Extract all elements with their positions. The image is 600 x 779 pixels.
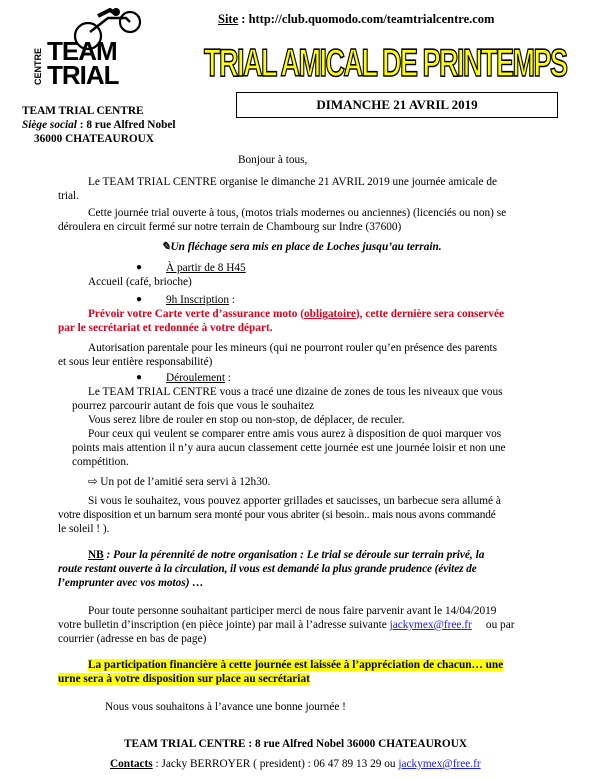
insurance-line-2: par le secrétariat et redonnée à votre départ. (58, 322, 273, 334)
nb-line-1: NB : Pour la pérennité de notre organisation : Le trial se déroule sur terrain privé, la (88, 549, 485, 561)
nb-label: NB (88, 549, 104, 561)
org-seat-value: : 8 rue Alfred Nobel (76, 119, 176, 131)
logo-line2: TRIAL (47, 60, 119, 90)
parental-line-1: Autorisation parentale pour les mineurs (qui ne pourront rouler qu’en présence des parents (88, 342, 498, 354)
site-url[interactable]: http://club.quomodo.com/teamtrialcentre.com (248, 12, 495, 26)
inscription-line: 9h Inscription : (166, 294, 236, 306)
bullet-icon: ● (136, 372, 143, 383)
participation-line-2: urne sera à votre disposition sur place au secrétariat (58, 673, 310, 685)
pencil-icon: ✎ (161, 241, 171, 253)
footer-address: TEAM TRIAL CENTRE : 8 rue Alfred Nobel 36000 CHATEAUROUX (124, 738, 468, 750)
grill-line-1: Si vous le souhaitez, vous pouvez apporter grillades et saucisses, un barbecue sera allumé à (88, 495, 501, 507)
closing-line: Nous vous souhaitons à l’avance une bonne journée ! (105, 701, 346, 713)
insurance-line-1: Prévoir votre Carte verte d’assurance moto (obligatoire), cette dernière sera conservée (88, 308, 505, 320)
signage-line (161, 240, 442, 254)
pot-line: ⇨ Un pot de l’amitié sera servi à 12h30. (88, 476, 271, 488)
arrow-right-icon: ⇨ (88, 476, 98, 488)
course-line-4: Pour ceux qui veulent se comparer entre amis vous aurez à disposition de quoi marquer vos (88, 428, 502, 440)
intro-line-1: Le TEAM TRIAL CENTRE organise le dimanche 21 AVRIL 2019 une journée amicale de (88, 176, 497, 188)
greeting: Bonjour à tous, (238, 154, 308, 166)
inscription-heading: 9h Inscription (166, 294, 230, 306)
site-line: Site : http://club.quomodo.com/teamtrialcentre.com (218, 12, 495, 26)
grill-line-3: le soleil ! ). (58, 523, 110, 535)
logo-line1: TEAM (47, 36, 117, 66)
org-city: 36000 CHATEAUROUX (34, 133, 154, 145)
deroulement-line: Déroulement : (166, 372, 231, 384)
footer-contacts: Contacts : Jacky BERROYER ( president) : 06 47 89 13 29 ou jackymex@free.fr (110, 758, 481, 770)
course-line-3: Vous serez libre de rouler en stop ou non-stop, de déplacer, de reculer. (88, 414, 405, 426)
grill-line-2: votre disposition et un barnum sera monté pour vous abriter (si besoin.. mais nous avons commandé (58, 509, 496, 521)
event-date: DIMANCHE 21 AVRIL 2019 (316, 97, 478, 112)
course-line-5: points mais attention il n’y aura aucun classement cette journée est une journée loisir et non une (72, 442, 506, 454)
course-line-6: compétition. (72, 456, 129, 468)
event-title: TRIAL AMICAL DE PRINTEMPS (204, 41, 567, 85)
mandatory-text: obligatoire (304, 308, 356, 320)
date-box (236, 92, 558, 118)
bullet-icon: ● (136, 294, 143, 305)
logo-vertical-text: CENTRE (33, 48, 43, 86)
org-seat (22, 118, 176, 132)
course-line-2: pourrez parcourir autant de fois que vous le souhaitez (72, 400, 315, 412)
org-seat-label: Siège social (22, 119, 77, 131)
bullet-icon: ● (136, 262, 143, 273)
signage-text: Un fléchage sera mis en place de Loches jusqu’au terrain. (170, 241, 442, 253)
org-name: TEAM TRIAL CENTRE (22, 105, 144, 117)
nb-line-3: l’emprunter avec vos motos) … (58, 577, 204, 589)
deroulement-heading: Déroulement (166, 372, 225, 384)
intro-line-2: trial. (58, 190, 80, 202)
parental-line-2: et sous leur entière responsabilité) (58, 356, 213, 368)
email-link[interactable]: jackymex@free.fr (389, 619, 472, 631)
open-line-1: Cette journée trial ouverte à tous, (motos trials modernes ou anciennes) (licenciés ou non) se (88, 207, 507, 219)
team-trial-logo (30, 8, 155, 93)
registration-line-1: Pour toute personne souhaitant participer merci de nous faire parvenir avant le 14/04/2019 (88, 605, 497, 617)
footer-email-link[interactable]: jackymex@free.fr (398, 758, 481, 770)
registration-line-3: courrier (adresse en bas de page) (58, 633, 207, 645)
course-line-1: Le TEAM TRIAL CENTRE vous a tracé une dizaine de zones de tous les niveaux que vous (88, 386, 503, 398)
site-label: Site (218, 12, 239, 26)
registration-line-2: votre bulletin d’inscription (en pièce jointe) par mail à l’adresse suivante jackymex@free.fr ou par (58, 619, 515, 631)
participation-line-1: La participation financière à cette journée est laissée à l’appréciation de chacun… une (88, 659, 504, 671)
accueil-text: Accueil (café, brioche) (88, 276, 192, 288)
accueil-heading: À partir de 8 H45 (166, 262, 246, 274)
nb-line-2: route restant ouverte à la circulation, il vous est demandé la plus grande prudence (évitez de (58, 563, 477, 575)
open-line-2: déroulera en circuit fermé sur notre terrain de Chambourg sur Indre (37600) (58, 221, 402, 233)
contacts-label: Contacts (110, 758, 153, 770)
